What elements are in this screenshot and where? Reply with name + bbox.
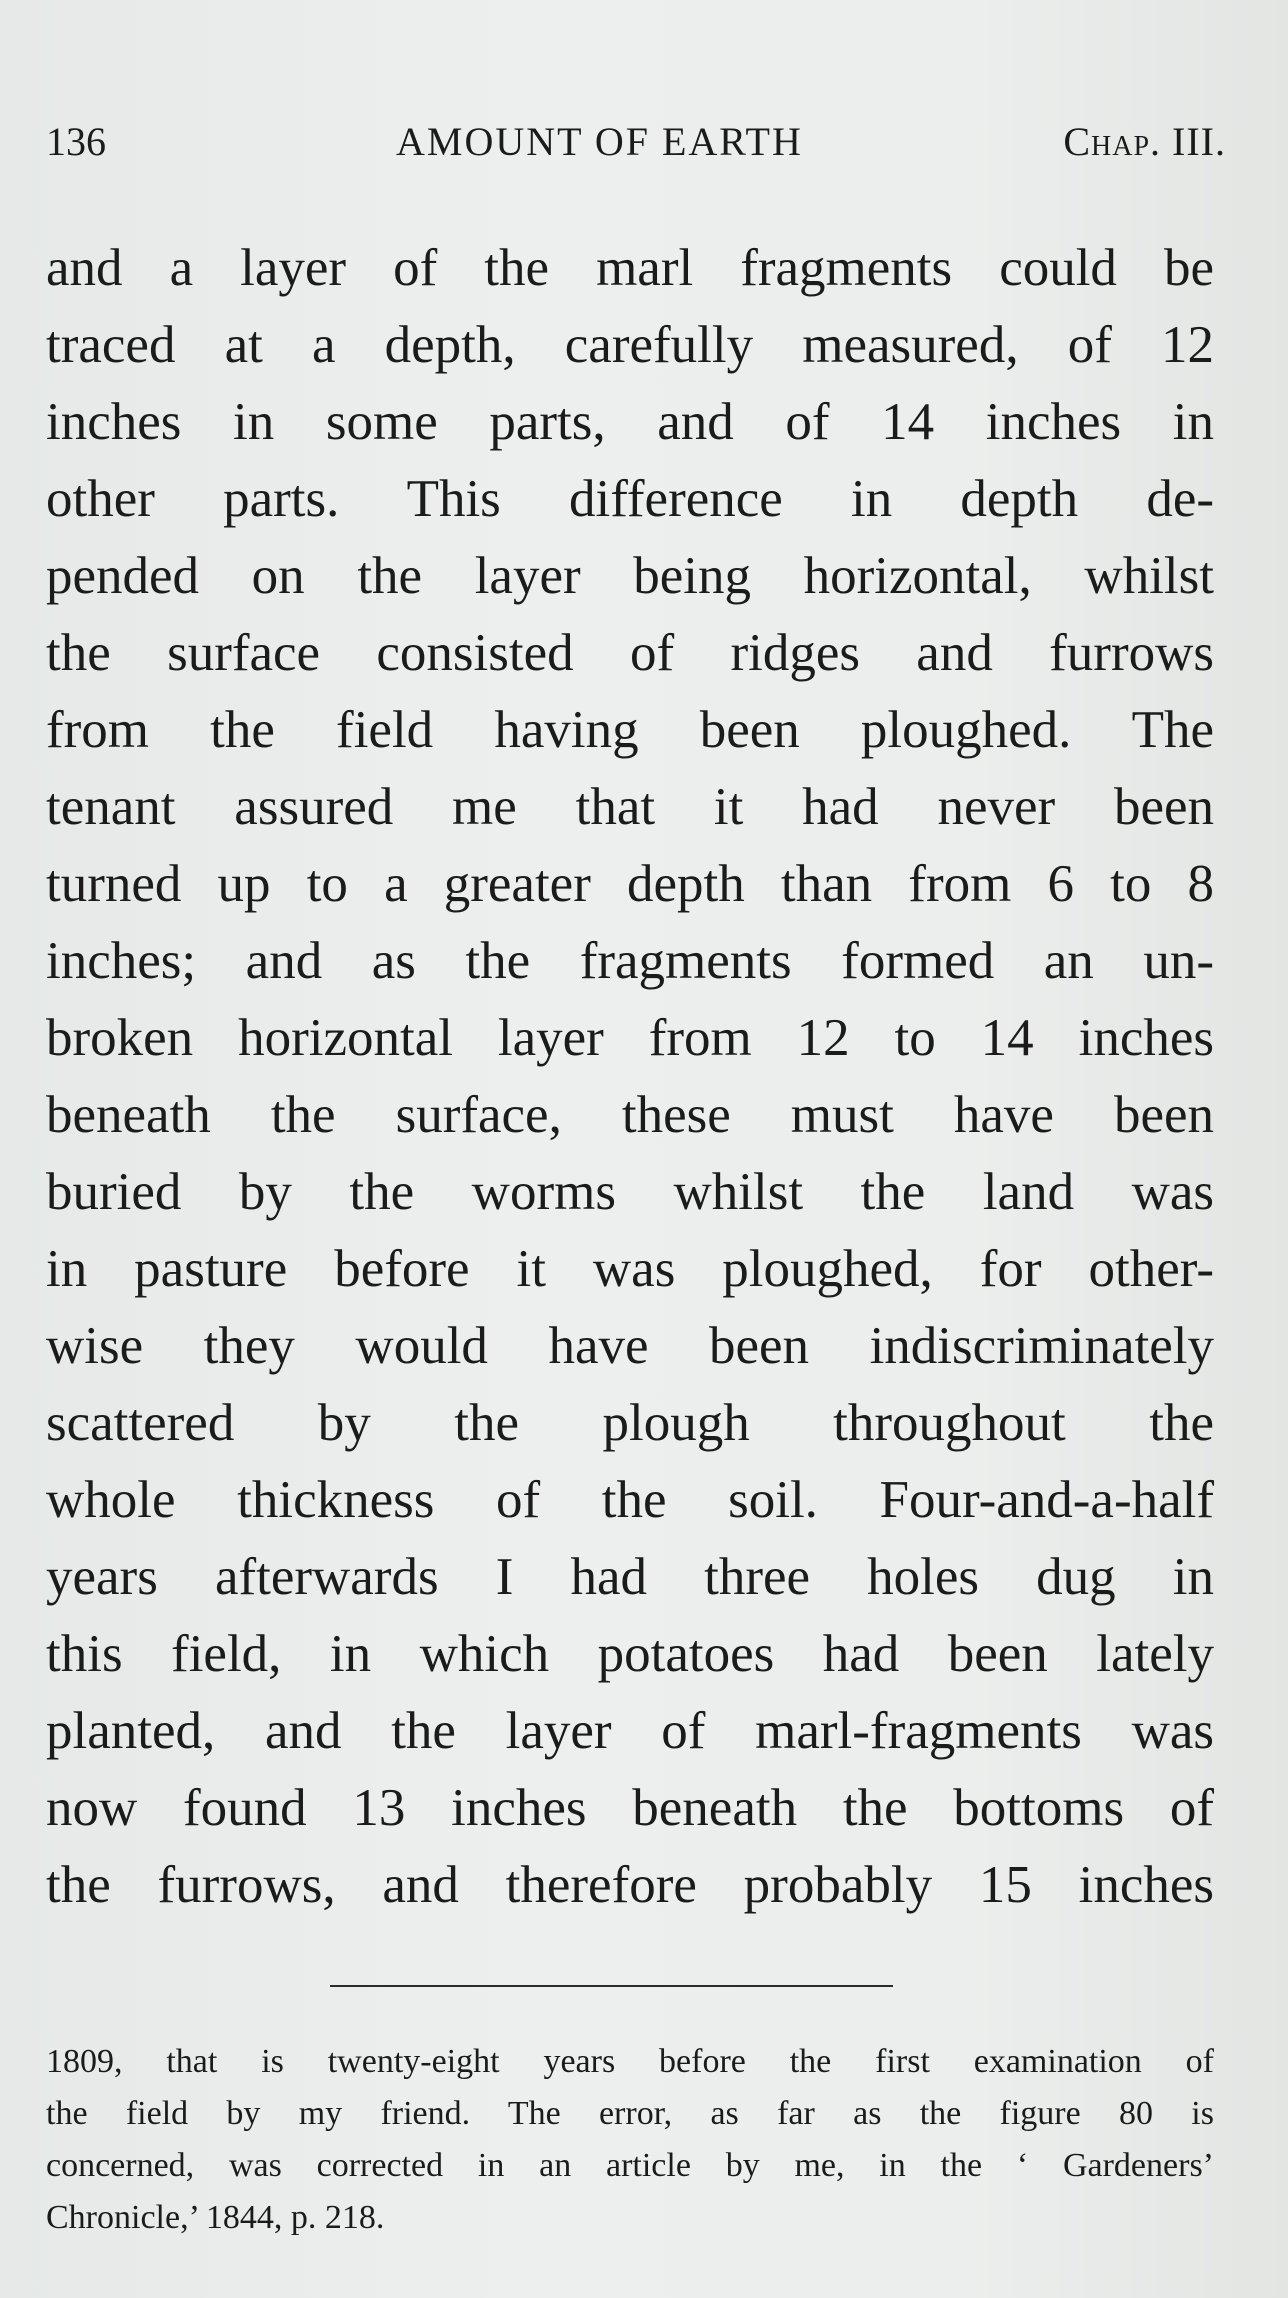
footnote-line: Chronicle,’ 1844, p. 218. <box>46 2199 385 2236</box>
footnote-separator-rule <box>330 1985 893 1987</box>
text-line: scattered by the plough throughout the <box>46 1394 1214 1452</box>
text-line: from the field having been ploughed. The <box>46 701 1214 759</box>
text-line: the surface consisted of ridges and furrows <box>46 624 1214 682</box>
text-line: years afterwards I had three holes dug in <box>46 1548 1214 1606</box>
page-number: 136 <box>46 119 106 164</box>
text-line: beneath the surface, these must have been <box>46 1086 1214 1144</box>
footnote <box>46 2036 1214 2244</box>
running-title: AMOUNT OF EARTH <box>396 119 803 164</box>
text-line: wise they would have been indiscriminately <box>46 1317 1214 1375</box>
text-line: turned up to a greater depth than from 6 to 8 <box>46 855 1214 913</box>
text-line: the furrows, and therefore probably 15 inches <box>46 1856 1214 1914</box>
text-line: inches; and as the fragments formed an un- <box>46 932 1214 990</box>
footnote-line: concerned, was corrected in an article by me, in the ‘ Gardeners’ <box>46 2147 1214 2184</box>
text-line: planted, and the layer of marl-fragments was <box>46 1702 1214 1760</box>
text-line: this field, in which potatoes had been lately <box>46 1625 1214 1683</box>
running-head <box>46 118 1226 178</box>
text-line: tenant assured me that it had never been <box>46 778 1214 836</box>
body-paragraph <box>46 230 1214 1924</box>
footnote-line: 1809, that is twenty-eight years before the first examination of <box>46 2043 1214 2080</box>
text-line: other parts. This difference in depth de- <box>46 470 1214 528</box>
text-line: broken horizontal layer from 12 to 14 inches <box>46 1009 1214 1067</box>
text-line: whole thickness of the soil. Four-and-a-half <box>46 1471 1214 1529</box>
text-line: now found 13 inches beneath the bottoms of <box>46 1779 1214 1837</box>
text-line: traced at a depth, carefully measured, of 12 <box>46 316 1214 374</box>
text-line: buried by the worms whilst the land was <box>46 1163 1214 1221</box>
chapter-label: Chap. III. <box>1063 119 1226 164</box>
text-line: inches in some parts, and of 14 inches in <box>46 393 1214 451</box>
footnote-line: the field by my friend. The error, as far as the figure 80 is <box>46 2095 1214 2132</box>
text-line: in pasture before it was ploughed, for other- <box>46 1240 1214 1298</box>
text-line: pended on the layer being horizontal, whilst <box>46 547 1214 605</box>
text-line: and a layer of the marl fragments could be <box>46 239 1214 297</box>
